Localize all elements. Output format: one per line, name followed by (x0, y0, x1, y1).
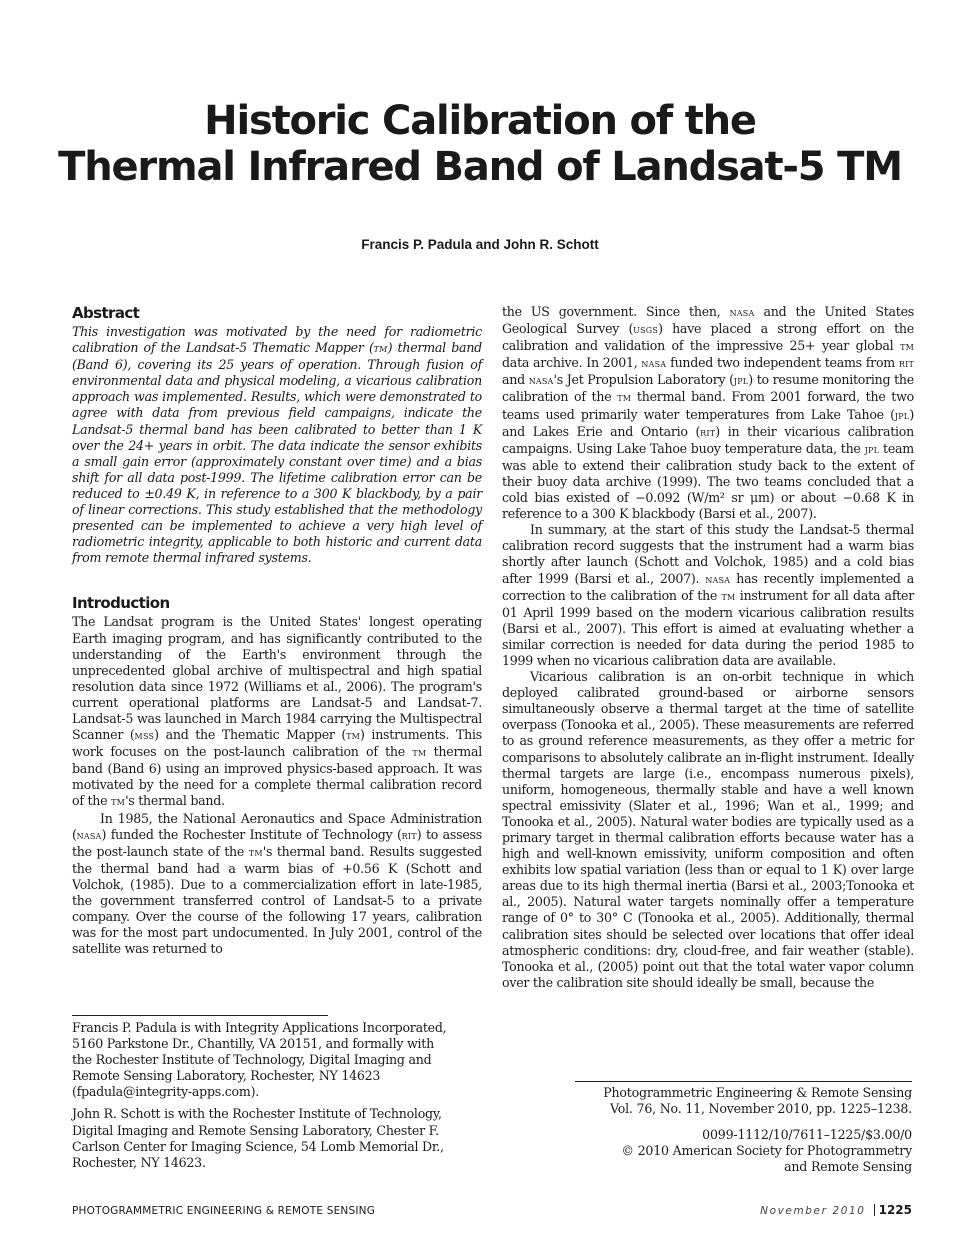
acronym: rit (700, 425, 716, 439)
acronym: tm (900, 340, 914, 354)
acronym: jpl (733, 374, 749, 388)
acronym: mss (134, 729, 155, 743)
abstract-section (72, 304, 482, 566)
abstract-heading: Abstract (72, 304, 140, 322)
acronym: rit (898, 357, 915, 371)
acronym: jpl (864, 442, 880, 456)
author-list: Francis P. Padula and John R. Schott (361, 237, 599, 252)
issue-date: November 2010 (760, 1205, 866, 1217)
journal-running-title: PHOTOGRAMMETRIC ENGINEERING & REMOTE SENSING (72, 1205, 376, 1217)
left-column (72, 304, 482, 957)
copyright-line-1: © 2010 American Society for Photogrammetry (621, 1143, 912, 1159)
abstract-text: This investigation was motivated by the need for radiometric calibration of the Landsat-5 Thematic Mapper (tm) thermal band (Band 6), covering its 25 years of operation. Through fusion of environmental data and physical modeling, a vicarious calibration approach was implemented. Results, which were demonstrated to agree with data from previous field campaigns, indicate the Landsat-5 thermal band has been calibrated to better than 1 K over the 24+ years in orbit. The data indicate the sensor exhibits a small gain error (approximately constant over time) and a bias shift for all data post-1999. The lifetime calibration error can be reduced to ±0.49 K, in reference to a 300 K blackbody, by a pair of linear corrections. This study established that the methodology presented can be implemented to achieve a very high level of radiometric integrity, applicable to both historic and current data from remote thermal infrared systems. (72, 324, 482, 566)
right-paragraph-2: In summary, at the start of this study the Landsat-5 thermal calibration record suggests that the instrument had a warm bias shortly after launch (Schott and Volchok, 1985) and a cold bias after 1999 (Barsi et al., 2007). nasa has recently implemented a correction to the calibration of the tm instrument for all data after 01 April 1999 based on the modern vicarious calibration results (Barsi et al., 2007). This effort is aimed at evaluating whether a similar correction is needed for data during the period 1985 to 1999 when no vicarious calibration data are available. (502, 522, 915, 668)
acronym: tm (346, 729, 361, 743)
introduction-paragraph-1: The Landsat program is the United States' longest operating Earth imaging program, and has significantly contributed to the understanding of the Earth's environment through the unprecedented global archive of multispectral and high spatial resolution data since 1972 (Williams et al., 2006). The program's current operational platforms are Landsat-5 and Landsat-7. Landsat-5 was launched in March 1984 carrying the Multispectral Scanner (mss) and the Thematic Mapper (tm) instruments. This work focuses on the post-launch calibration of the tm thermal band (Band 6) using an improved physics-based approach. It was motivated by the need for a complete thermal calibration record of the tm's thermal band. (72, 614, 482, 809)
page-number: 1225 (878, 1203, 912, 1217)
title-line-1: Historic Calibration of the (204, 98, 756, 144)
acronym: tm (248, 845, 263, 859)
journal-name: Photogrammetric Engineering & Remote Sensing (603, 1085, 912, 1100)
footnote-author-2: John R. Schott is with the Rochester Institute of Technology, Digital Imaging and Remote Sensing Laboratory, Chester F. Carlson Center for Imaging Science, 54 Lomb Memorial Dr., Rochester, NY 14623. (72, 1106, 444, 1170)
acronym: tm (617, 391, 632, 405)
introduction-section (72, 594, 482, 957)
acronym: rit (401, 828, 417, 842)
paper-title (0, 98, 960, 190)
acronym: nasa (705, 572, 731, 586)
article-code: 0099-1112/10/7611–1225/$3.00/0 (702, 1127, 912, 1143)
introduction-heading: Introduction (72, 594, 170, 613)
acronym: nasa (528, 374, 554, 388)
running-footer (72, 1202, 912, 1217)
acronym: tm (721, 589, 736, 603)
right-paragraph-3: Vicarious calibration is an on-orbit technique in which deployed calibrated ground-based or airborne sensors simultaneously observe a thermal target at the time of satellite overpass (Tonooka et al., 2005). These measurements are referred to as ground reference measurements, as they offer a metric for comparisons to absolutely calibrate an in-flight instrument. Ideally thermal targets are large (i.e., encompass numerous pixels), uniform, homogeneous, thermally stable and have a well known spectral emissivity (Slater et al., 1996; Wan et al., 1999; and Tonooka et al., 2005). Natural water bodies are typically used as a primary target in thermal calibration efforts because water has a high and well-known emissivity, uniform composition and often exhibits low spatial variation (less than or equal to 1 K) over large areas due to its high thermal inertia (Barsi et al., 2003;Tonooka et al., 2005). Natural water targets nominally offer a temperature range of 0° to 30° C (Tonooka et al., 2005). Additionally, thermal calibration sites should be selected over locations that offer ideal atmospheric conditions: dry, cloud-free, and fair weather (stable). Tonooka et al., (2005) point out that the total water vapor column over the calibration site should ideally be small, because the (502, 669, 914, 990)
journal-info (520, 1085, 912, 1175)
acronym: jpl (894, 408, 910, 422)
footnote-author-1: Francis P. Padula is with Integrity Applications Incorporated, 5160 Parkstone Dr., Chantilly, VA 20151, and formally with the Rochester Institute of Technology, Digital Imaging and Remote Sensing Laboratory, Rochester, NY 14623 (fpadula@integrity-apps.com). (72, 1020, 447, 1100)
acronym: tm (111, 795, 126, 809)
journal-info-divider (575, 1081, 912, 1082)
footer-separator (874, 1204, 875, 1216)
acronym: tm (412, 746, 427, 760)
journal-citation: Vol. 76, No. 11, November 2010, pp. 1225–1238. (609, 1101, 912, 1117)
footnote-divider (72, 1015, 328, 1016)
introduction-paragraph-2: In 1985, the National Aeronautics and Space Administration (nasa) funded the Rochester Institute of Technology (rit) to assess the post-launch state of the tm's thermal band. Results suggested the thermal band had a warm bias of +0.56 K (Schott and Volchok, (1985). Due to a commercialization effort in late-1985, the government transferred control of Landsat-5 to a private company. Over the course of the following 17 years, calibration was for the most part undocumented. In July 2001, control of the satellite was returned to (72, 810, 482, 957)
author-footnotes (72, 1020, 482, 1177)
right-column (502, 304, 914, 991)
acronym: tm (373, 342, 388, 356)
acronym: nasa (729, 306, 755, 319)
acronym: usgs (633, 323, 659, 337)
copyright-line-2: and Remote Sensing (784, 1159, 912, 1175)
acronym: nasa (76, 828, 102, 842)
right-paragraph-1: the US government. Since then, nasa and the United States Geological Survey (usgs) have placed a strong effort on the calibration and validation of the impressive 25+ year global tm data archive. In 2001, nasa funded two independent teams from rit and nasa's Jet Propulsion Laboratory (jpl) to resume monitoring the calibration of the tm thermal band. From 2001 forward, the two teams used primarily water temperatures from Lake Tahoe (jpl) and Lakes Erie and Ontario (rit) in their vicarious calibration campaigns. Using Lake Tahoe buoy temperature data, the jpl team was able to extend their calibration study back to the extent of their buoy data archive (1999). The two teams concluded that a cold bias existed of −0.092 (W/m² sr μm) or about −0.68 K in reference to a 300 K blackbody (Barsi et al., 2007). (502, 304, 915, 522)
acronym: nasa (641, 357, 667, 371)
footer-page-info (760, 1202, 912, 1217)
title-line-2: Thermal Infrared Band of Landsat-5 TM (58, 144, 902, 190)
